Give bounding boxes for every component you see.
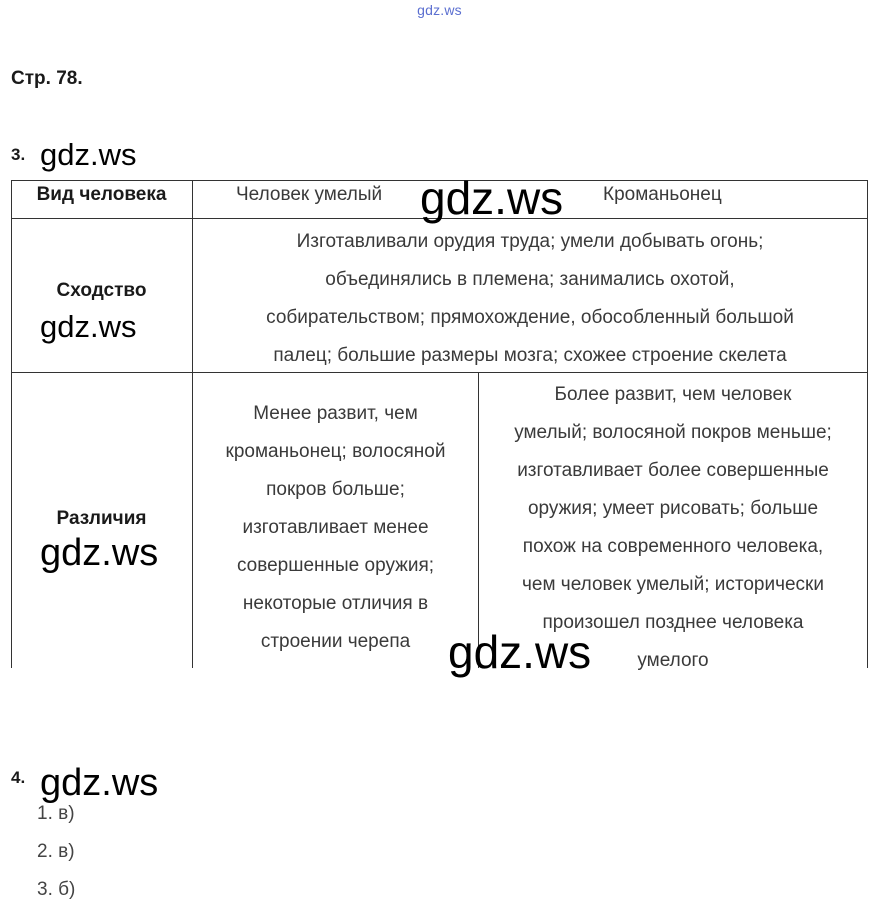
differences-col2-line: умелого	[637, 650, 709, 671]
similarity-line: палец; большие размеры мозга; схожее строение скелета	[273, 345, 787, 366]
similarity-line: Изготавливали орудия труда; умели добывать огонь;	[296, 231, 764, 252]
similarity-text	[193, 223, 867, 375]
watermark-header: gdz.ws	[420, 172, 564, 224]
similarity-line: собирательством; прямохождение, обособленный большой	[266, 307, 794, 328]
page-reference: Стр. 78.	[11, 68, 83, 89]
differences-col2-line: чем человек умелый; исторически	[522, 574, 824, 595]
differences-col1-line: некоторые отличия в	[242, 593, 429, 614]
answer-item: 3. б)	[37, 879, 76, 900]
differences-col1-line: покров больше;	[266, 479, 405, 500]
header-col1: Человек умелый	[236, 184, 383, 205]
similarity-line: объединялись в племена; занимались охотой,	[325, 269, 735, 290]
differences-col2-line: похож на современного человека,	[522, 536, 824, 557]
differences-col1-line: совершенные оружия;	[236, 555, 435, 576]
answer-item: 2. в)	[37, 841, 75, 862]
table-border-right	[867, 180, 868, 668]
differences-col1-line: кроманьонец; волосяной	[225, 441, 446, 462]
watermark-task4: gdz.ws	[40, 762, 159, 804]
similarity-label: Сходство	[56, 280, 147, 301]
differences-col2-line: умелый; волосяной покров меньше;	[514, 422, 832, 443]
differences-col2-line: изготавливает более совершенные	[517, 460, 829, 481]
watermark-differences: gdz.ws	[40, 532, 159, 574]
differences-col2-line: произошел позднее человека	[542, 612, 804, 633]
task-3-number: 3.	[11, 145, 26, 164]
table-border-left	[11, 180, 12, 668]
top-watermark: gdz.ws	[417, 2, 462, 18]
task-4-number: 4.	[11, 768, 26, 787]
differences-col2-line: оружия; умеет рисовать; больше	[527, 498, 819, 519]
differences-col1	[193, 395, 478, 661]
differences-col1-line: строении черепа	[260, 631, 411, 652]
watermark-similarity: gdz.ws	[40, 309, 137, 344]
differences-col2-line: Более развит, чем человек	[554, 384, 792, 405]
differences-col1-line: Менее развит, чем	[253, 403, 418, 424]
header-label: Вид человека	[36, 184, 167, 205]
differences-label: Различия	[56, 508, 147, 529]
watermark-table-bottom: gdz.ws	[448, 626, 592, 678]
watermark-task3: gdz.ws	[40, 137, 137, 172]
answer-item: 1. в)	[37, 803, 75, 824]
differences-col1-line: изготавливает менее	[242, 517, 429, 538]
header-col2: Кроманьонец	[603, 184, 722, 205]
